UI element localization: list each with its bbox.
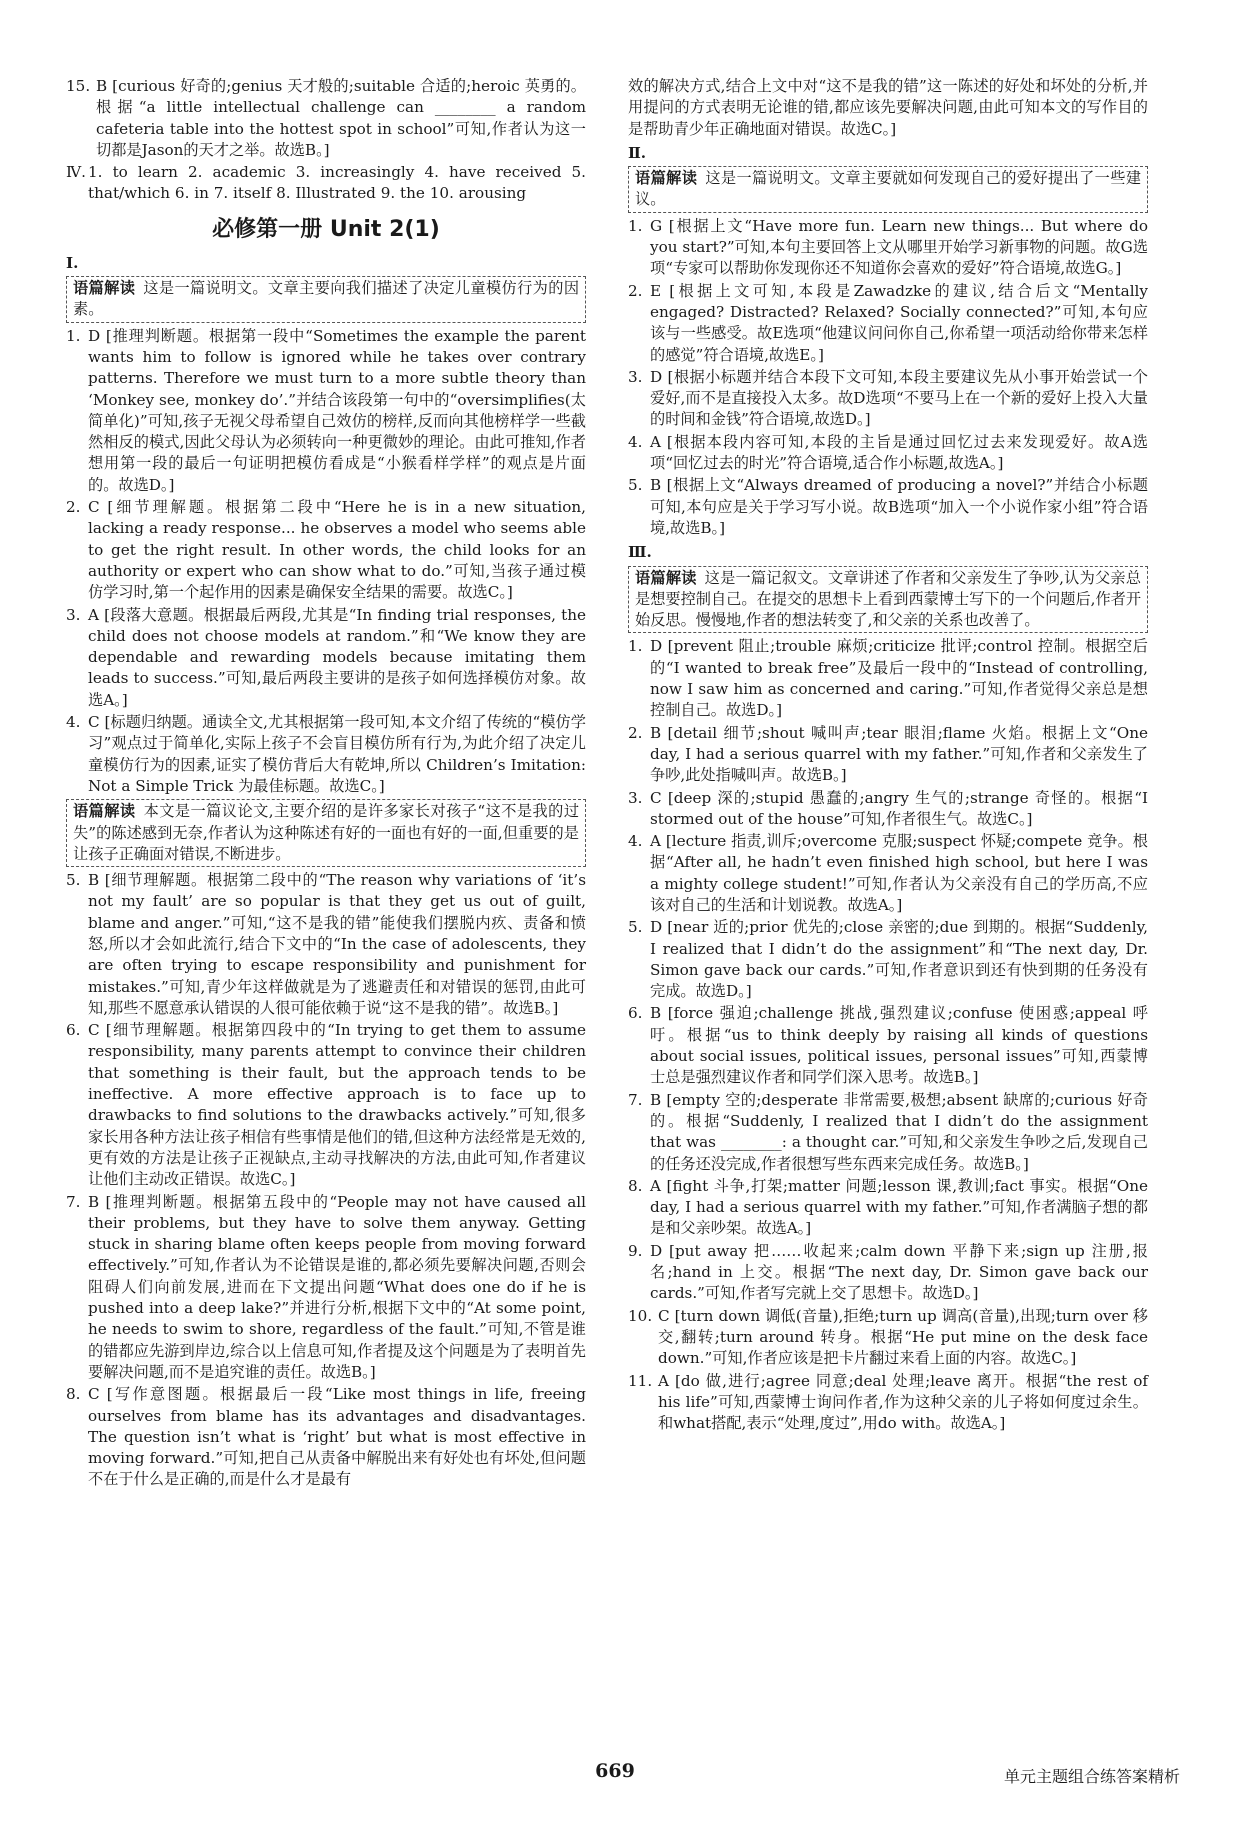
reading-summary-1 bbox=[66, 276, 586, 323]
answer-list-3 bbox=[628, 216, 1148, 539]
answer-text: B [根据上文“Always dreamed of producing a novel?”并结合小标题可知,本句应是关于学习写小说。故B选项“加入一个小说作家小组”符合语境,故选B。] bbox=[650, 476, 1148, 537]
answer-number: 1. bbox=[66, 326, 81, 345]
answer-number: 8. bbox=[66, 1385, 81, 1404]
answer-item bbox=[628, 432, 1148, 475]
answer-number: 7. bbox=[628, 1090, 643, 1109]
reading-summary-tag: 语篇解读 bbox=[635, 568, 697, 587]
answer-number: 5. bbox=[628, 918, 643, 937]
answer-text: C [细节理解题。根据第二段中“Here he is in a new situation, lacking a ready response... he observes a model who seems able to get the right result. In other words, the child looks for an authority or expert who can show what to do.”可知,当孩子通过模仿学习时,第一个起作用的因素是确保安全结果的需要。故选C。] bbox=[88, 498, 586, 602]
answer-text: B [curious 好奇的;genius 天才般的;suitable 合适的;heroic 英勇的。根据“a little intellectual challenge can ________ a random cafeteria table into the hottest spot in school”可知,作者认为这一切都是Jason的天才之举。故选B。] bbox=[96, 77, 586, 159]
answer-number: 5. bbox=[66, 871, 81, 890]
answer-number: 4. bbox=[628, 432, 643, 451]
answer-text: A [lecture 指责,训斥;overcome 克服;suspect 怀疑;compete 竞争。根据“After all, he hadn’t even finished high school, but here I was a mighty college student!”可知,作者认为父亲没有自己的学历高,不应该对自己的生活和计划说教。故选A。] bbox=[650, 832, 1148, 914]
answer-text: C [写作意图题。根据最后一段“Like most things in life, freeing ourselves from blame has its advantages and disadvantages. The question isn’t what is ‘right’ but what is most effective in moving forward.”可知,把自己从责备中解脱出来有好处也有坏处,但问题不在于什么是正确的,而是什么才是最有 bbox=[88, 1385, 586, 1489]
reading-summary-text: 这是一篇说明文。文章主要就如何发现自己的爱好提出了一些建议。 bbox=[635, 169, 1142, 209]
answer-text: A [fight 斗争,打架;matter 问题;lesson 课,教训;fact 事实。根据“One day, I had a serious quarrel with my father.”可知,作者满脑子想的都是和父亲吵架。故选A。] bbox=[650, 1176, 1148, 1238]
answer-item bbox=[628, 917, 1148, 1002]
answer-number: 10. bbox=[628, 1306, 653, 1325]
answer-number: 2. bbox=[628, 281, 643, 300]
answer-item bbox=[628, 831, 1148, 916]
answer-item bbox=[66, 497, 586, 603]
answer-item bbox=[66, 712, 586, 797]
answer-item bbox=[628, 636, 1148, 721]
answer-number: 2. bbox=[628, 723, 643, 742]
answer-text: D [推理判断题。根据第一段中“Sometimes the example the parent wants him to follow is ignored while he takes over contrary patterns. Therefore we must turn to a more subtle theory than ‘Monkey see, monkey do’.”并结合该段第一句中的“oversimplifies(太简单化)”可知,孩子无视父母希望自己效仿的榜样,反而向其他榜样学一些截然相反的模式,因此父母认为必须转向一种更微妙的理论。由此可推知,作者想用第一段的最后一句证明把模仿看成是“小猴看样学样”的观点是片面的。故选D。] bbox=[88, 326, 586, 494]
answer-item bbox=[66, 605, 586, 711]
answer-list-4 bbox=[628, 636, 1148, 1434]
answer-item bbox=[628, 1176, 1148, 1240]
section-i-label: Ⅰ. bbox=[66, 253, 79, 272]
answer-number: 1. bbox=[628, 637, 643, 656]
answer-item bbox=[628, 1003, 1148, 1088]
answer-item bbox=[66, 1020, 586, 1190]
answer-item bbox=[66, 1192, 586, 1384]
reading-summary-3 bbox=[628, 166, 1148, 213]
answer-list-1 bbox=[66, 326, 586, 798]
answer-item bbox=[628, 475, 1148, 539]
answer-number: 6. bbox=[66, 1021, 81, 1040]
answer-text: B [推理判断题。根据第五段中的“People may not have caused all their problems, but they have to solve them anyway. Getting stuck in sharing blame often keeps people from moving forward effectively.”可知,作者认为不论错误是谁的,都必须先要解决问题,否则会阻碍人们向前发展,进而在下文提出问题“What does one do if he is pushed into a deep lake?”并进行分析,根据下文中的“At some point, he needs to swim to shore, regardless of the fault.”可知,不管是谁的错都应先游到岸边,综合以上信息可知,作者提及这个问题是为了表明首先要解决问题,而不是追究谁的责任。故选B。] bbox=[88, 1192, 586, 1381]
reading-summary-text: 这是一篇说明文。文章主要向我们描述了决定儿童模仿行为的因素。 bbox=[73, 279, 580, 319]
answer-text: B [force 强迫;challenge 挑战,强烈建议;confuse 使困惑;appeal 呼吁。根据“us to think deeply by raising all kinds of questions about social issues, political issues, personal issues”可知,西蒙博士总是强烈建议作者和同学们深入思考。故选B。] bbox=[650, 1004, 1148, 1087]
answer-item bbox=[66, 76, 586, 161]
answer-text: D [near 近的;prior 优先的;close 亲密的;due 到期的。根据“Suddenly, I realized that I didn’t do the assignment”和“The next day, Dr. Simon gave back our cards.”可知,作者意识到还有快到期的任务没有完成。故选D。] bbox=[650, 918, 1148, 1001]
answer-list-2 bbox=[66, 870, 586, 1491]
reading-summary-text: 本文是一篇议论文,主要介绍的是许多家长对孩子“这不是我的过失”的陈述感到无奈,作者认为这种陈述有好的一面也有好的一面,但重要的是让孩子正确面对错误,不断进步。 bbox=[73, 802, 580, 863]
answer-number: 3. bbox=[66, 605, 81, 624]
answer-number: 3. bbox=[628, 788, 643, 807]
section-iii-label: Ⅲ. bbox=[628, 543, 652, 562]
answer-item bbox=[66, 326, 586, 496]
answer-number: 1. bbox=[628, 216, 643, 235]
section-ii-label: Ⅱ. bbox=[628, 143, 647, 162]
answer-text: G [根据上文“Have more fun. Learn new things... But where do you start?”可知,本句主要回答上文从哪里开始学习新事物的问题。故G选项“专家可以帮助你发现你还不知道你会喜欢的爱好”符合语境,故选G。] bbox=[650, 216, 1148, 278]
section-iv-text: 1. to learn 2. academic 3. increasingly 4. have received 5. that/which 6. in 7. itself 8. Illustrated 9. the 10. arousing bbox=[88, 163, 586, 203]
answer-text: C [细节理解题。根据第四段中的“In trying to get them to assume responsibility, many parents attempt to convince their children that something is their fault, but the approach tends to be ineffective. A more effective approach is to face up to drawbacks to find solutions to the drawbacks actively.”可知,很多家长用各种方法让孩子相信有些事情是他们的错,但这种方法经常是无效的,更有效的方法是让孩子正视缺点,主动寻找解决的方法,由此可知,作者建议让他们主动改正错误。故选C。] bbox=[88, 1021, 586, 1189]
answer-text: C [deep 深的;stupid 愚蠢的;angry 生气的;strange 奇怪的。根据“I stormed out of the house”可知,作者很生气。故选C。] bbox=[650, 788, 1148, 828]
answer-item bbox=[66, 1384, 586, 1490]
answer-text: B [empty 空的;desperate 非常需要,极想;absent 缺席的;curious 好奇的。根据“Suddenly, I realized that I didn’t do the assignment that was ________: a thought car.”可知,和父亲发生争吵之后,发现自己的任务还没完成,作者很想写些东西来完成任务。故选B。] bbox=[650, 1090, 1148, 1173]
unit-title: 必修第一册 Unit 2(1) bbox=[212, 216, 440, 242]
answer-item bbox=[628, 1241, 1148, 1305]
answer-number: 3. bbox=[628, 367, 643, 386]
reading-summary-tag: 语篇解读 bbox=[73, 802, 136, 821]
answer-text: C [标题归纳题。通读全文,尤其根据第一段可知,本文介绍了传统的“模仿学习”观点过于简单化,实际上孩子不会盲目模仿所有行为,为此介绍了决定儿童模仿行为的因素,证实了模仿背后大有乾坤,所以 Children’s Imitation: Not a Simple Trick 为最佳标题。故选C。] bbox=[88, 713, 586, 795]
answer-number: 4. bbox=[628, 832, 643, 851]
answer-text: A [段落大意题。根据最后两段,尤其是“In finding trial responses, the child does not choose models at random.”和“We know they are dependable and rewarding models because imitating them leads to success.”可知,最后两段主要讲的是孩子如何选择模仿对象。故选A。] bbox=[88, 605, 586, 709]
page-number: 669 bbox=[595, 1760, 635, 1782]
answer-text: D [prevent 阻止;trouble 麻烦;criticize 批评;control 控制。根据空后的“I wanted to break free”及最后一段中的“Instead of controlling, now I saw him as concerned and caring.”可知,作者觉得父亲总是想控制自己。故选D。] bbox=[650, 637, 1148, 720]
section-iv-label: Ⅳ. bbox=[66, 163, 87, 182]
answer-number: 8. bbox=[628, 1176, 643, 1195]
answer-item bbox=[628, 1371, 1148, 1435]
reading-summary-4 bbox=[628, 566, 1148, 634]
right-column bbox=[628, 76, 1148, 1435]
section-iv-answers bbox=[66, 162, 586, 205]
answer-number: 6. bbox=[628, 1004, 643, 1023]
answer-number: 11. bbox=[628, 1371, 653, 1390]
answer-text: E [根据上文可知,本段是Zawadzke的建议,结合后文“Mentally engaged? Distracted? Relaxed? Socially connected?”可知,本句应该与一些感受。故E选项“他建议问问你自己,你希望一项活动给你带来怎样的感觉”符合语境,故选E。] bbox=[650, 281, 1148, 364]
answer-text: D [put away 把……收起来;calm down 平静下来;sign up 注册,报名;hand in 上交。根据“The next day, Dr. Simon gave back our cards.”可知,作者写完就上交了思想卡。故选D。] bbox=[650, 1241, 1148, 1303]
answer-item bbox=[66, 870, 586, 1019]
answer-text: A [do 做,进行;agree 同意;deal 处理;leave 离开。根据“the rest of his life”可知,西蒙博士询问作者,作为这种父亲的儿子将如何度过余生。和what搭配,表示“处理,度过”,用do with。故选A。] bbox=[658, 1371, 1148, 1433]
left-column bbox=[66, 76, 586, 1492]
answer-item bbox=[628, 1306, 1148, 1370]
answer-text: C [turn down 调低(音量),拒绝;turn up 调高(音量),出现;turn over 移交,翻转;turn around 转身。根据“He put mine on the desk face down.”可知,作者应该是把卡片翻过来看上面的内容。故选C。] bbox=[658, 1306, 1148, 1368]
footer-note: 单元主题组合练答案精析 bbox=[1003, 1767, 1180, 1786]
reading-summary-tag: 语篇解读 bbox=[73, 279, 136, 298]
answer-item bbox=[628, 1090, 1148, 1175]
answer-number: 7. bbox=[66, 1192, 81, 1211]
reading-summary-text: 这是一篇记叙文。文章讲述了作者和父亲发生了争吵,认为父亲总是想要控制自己。在提交的思想卡上看到西蒙博士写下的一个问题后,作者开始反思。慢慢地,作者的想法转变了,和父亲的关系也改善了。 bbox=[635, 568, 1142, 630]
answer-text: A [根据本段内容可知,本段的主旨是通过回忆过去来发现爱好。故A选项“回忆过去的时光”符合语境,适合作小标题,故选A。] bbox=[650, 432, 1148, 473]
answer-number: 4. bbox=[66, 713, 81, 732]
answer-text: D [根据小标题并结合本段下文可知,本段主要建议先从小事开始尝试一个爱好,而不是直接投入太多。故D选项“不要马上在一个新的爱好上投入大量的时间和金钱”符合语境,故选D。] bbox=[650, 367, 1148, 429]
answer-item bbox=[628, 788, 1148, 831]
answer-number: 15. bbox=[66, 77, 91, 95]
answer-item bbox=[628, 216, 1148, 280]
answer-item bbox=[628, 367, 1148, 431]
reading-summary-2 bbox=[66, 799, 586, 867]
reading-summary-tag: 语篇解读 bbox=[635, 169, 698, 188]
answer-number: 2. bbox=[66, 498, 81, 517]
answer-number: 9. bbox=[628, 1241, 643, 1260]
answer-number: 5. bbox=[628, 476, 643, 495]
answer-text: B [细节理解题。根据第二段中的“The reason why variations of ‘it’s not my fault’ are so popular is that they get us out of guilt, blame and anger.”可知,“这不是我的错”能使我们摆脱内疚、责备和愤怒,所以才会如此流行,结合下文中的“In the case of adolescents, they are often trying to escape responsibility and punishment for mistakes.”可知,青少年这样做就是为了逃避责任和对错误的惩罚,由此可知,那些不愿意承认错误的人很可能依赖于说“这不是我的错”。故选B。] bbox=[88, 871, 586, 1017]
carry-over-text: 效的解决方式,结合上文中对“这不是我的错”这一陈述的好处和坏处的分析,并用提问的方式表明无论谁的错,都应该先要解决问题,由此可知本文的写作目的是帮助青少年正确地面对错误。故选C。] bbox=[628, 77, 1148, 138]
answer-item bbox=[628, 281, 1148, 366]
answer-text: B [detail 细节;shout 喊叫声;tear 眼泪;flame 火焰。根据上文“One day, I had a serious quarrel with my father.”可知,作者和父亲发生了争吵,此处指喊叫声。故选B。] bbox=[650, 723, 1148, 785]
answer-item bbox=[628, 723, 1148, 787]
left-top-items bbox=[66, 76, 586, 161]
